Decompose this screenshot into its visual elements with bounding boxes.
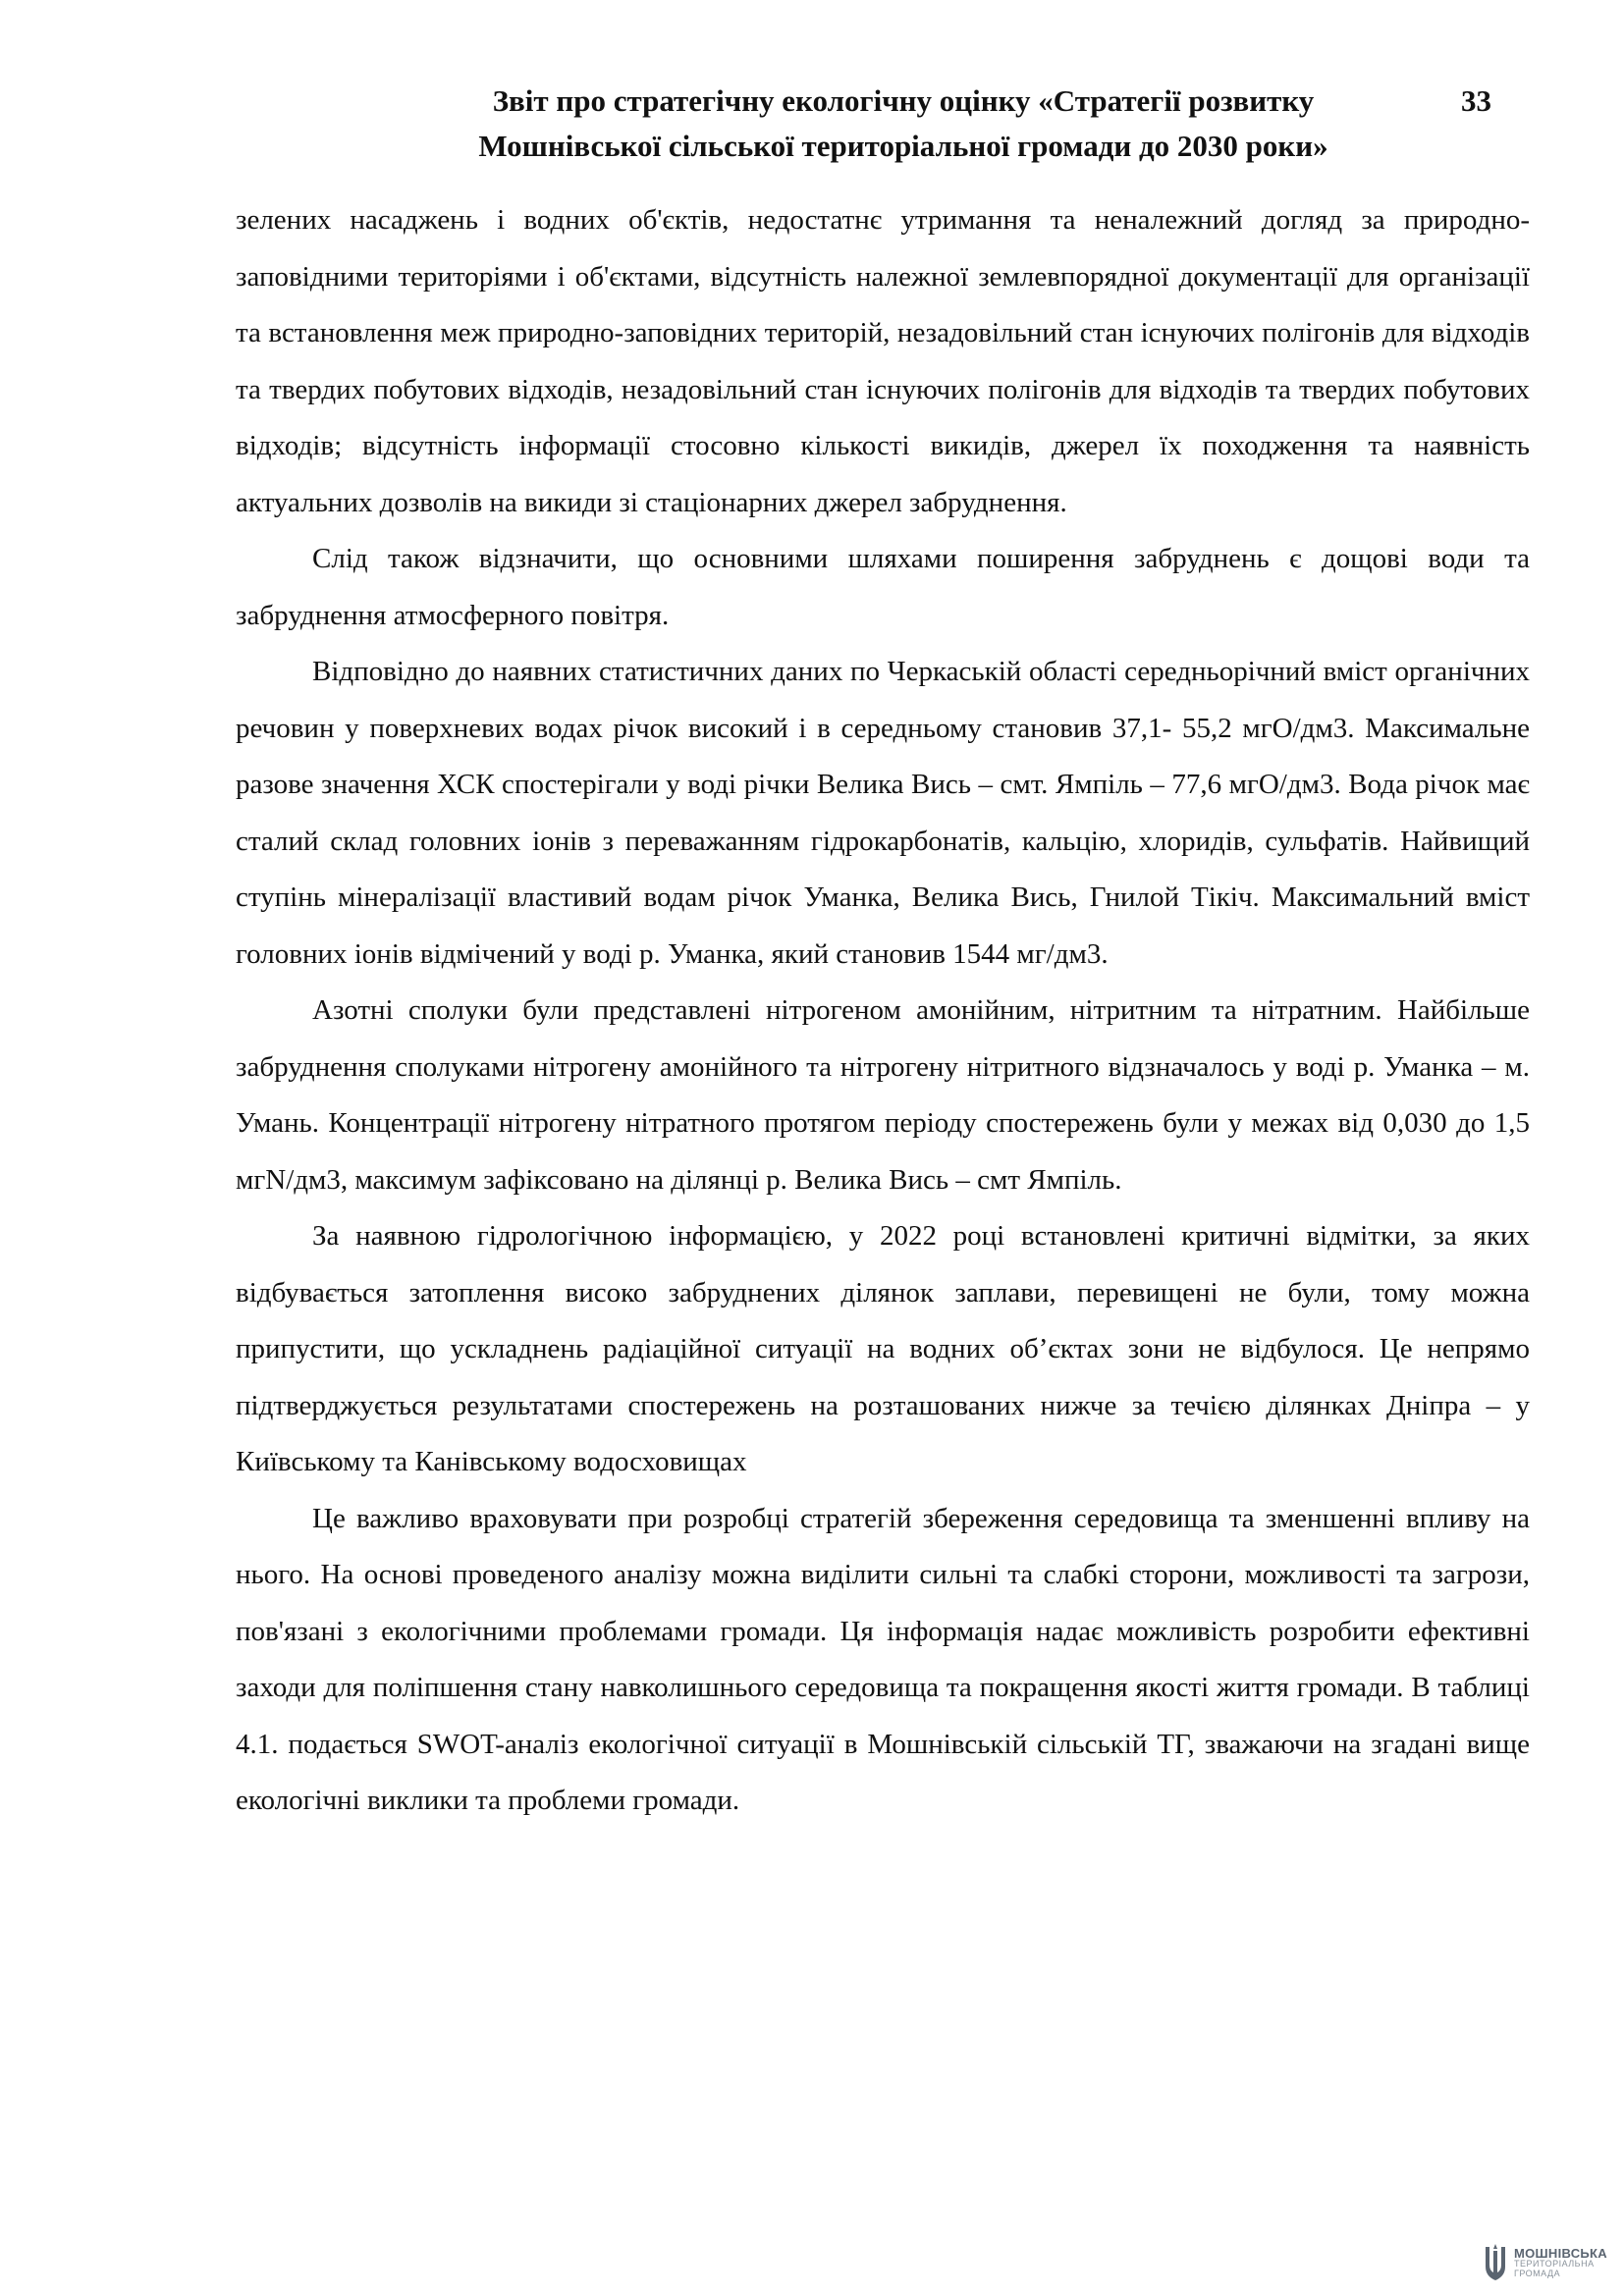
paragraph-pollution-paths: Слід також відзначити, що основними шляхами поширення забруднень є дощові води та забруднення атмосферного повітря. <box>236 543 1530 631</box>
paragraph-organic-content: Відповідно до наявних статистичних даних по Черкаській області середньорічний вміст органічних речовин у поверхневих водах річок високий і в середньому становив 37,1- 55,2 мгО/дм3. Максимальне разове значення ХСК спостерігали у воді річки Велика Вись – смт. Ямпіль – 77,6 мгО/дм3. Вода річок має сталий склад головних іонів з переважанням гідрокарбонатів, кальцію, хлоридів, сульфатів. Найвищий ступінь мінералізації властивий водам річок Уманка, Велика Вись, Гнилой Тікіч. Максимальний вміст головних іонів відмічений у воді р. Уманка, який становив 1544 мг/дм3. <box>236 656 1530 970</box>
page-number: 33 <box>1461 83 1491 118</box>
header-title-line-1: Звіт про стратегічну екологічну оцінку «Стратегії розвитку <box>492 83 1315 118</box>
paragraph-nitrogen-compounds: Азотні сполуки були представлені нітрогеном амонійним, нітритним та нітратним. Найбільше забруднення сполуками нітрогену амонійного та нітрогену нітритного відзначалось у воді р. Уманка – м. Умань. Концентрації нітрогену нітратного протягом періоду спостережень були у межах від 0,030 до 1,5 мгN/дм3, максимум зафіксовано на ділянці р. Велика Вись – смт Ямпіль. <box>236 994 1530 1196</box>
document-body <box>236 192 1530 1830</box>
header-title-line-2: Мошнівської сільської територіальної громади до 2030 роки» <box>478 129 1328 163</box>
document-header <box>412 79 1394 169</box>
logo-name: МОШНІВСЬКА <box>1514 2245 1607 2261</box>
logo-sub-1: ТЕРИТОРІАЛЬНА <box>1514 2259 1595 2269</box>
trident-emblem-icon <box>1483 2243 1508 2282</box>
logo-sub-2: ГРОМАДА <box>1514 2268 1561 2278</box>
paragraph-continued: зелених насаджень і водних об'єктів, недостатнє утримання та неналежний догляд за природно-заповідними територіями і об'єктами, відсутність належної землевпорядної документації для організації та встановлення меж природно-заповідних територій, незадовільний стан існуючих полігонів для відходів та твердих побутових відходів, незадовільний стан існуючих полігонів для відходів та твердих побутових відходів; відсутність інформації стосовно кількості викидів, джерел їх походження та наявність актуальних дозволів на викиди зі стаціонарних джерел забруднення. <box>236 204 1530 518</box>
paragraph-swot-intro: Це важливо враховувати при розробці стратегій збереження середовища та зменшенні впливу на нього. На основі проведеного аналізу можна виділити сильні та слабкі сторони, можливості та загрози, пов'язані з екологічними проблемами громади. Ця інформація надає можливість розробити ефективні заходи для поліпшення стану навколишнього середовища та покращення якості життя громади. В таблиці 4.1. подається SWOT-аналіз екологічної ситуації в Мошнівській сільській ТГ, зважаючи на згадані вище екологічні виклики та проблеми громади. <box>236 1502 1530 1816</box>
logo-text <box>1514 2247 1607 2279</box>
community-logo <box>1483 2238 1620 2287</box>
paragraph-hydrological-info: За наявною гідрологічною інформацією, у 2022 році встановлені критичні відмітки, за яких відбувається затоплення високо забруднених ділянок заплави, перевищені не були, тому можна припустити, що ускладнень радіаційної ситуації на водних об’єктах зони не відбулося. Це непрямо підтверджується результатами спостережень на розташованих нижче за течією ділянках Дніпра – у Київському та Канівському водосховищах <box>236 1220 1530 1477</box>
